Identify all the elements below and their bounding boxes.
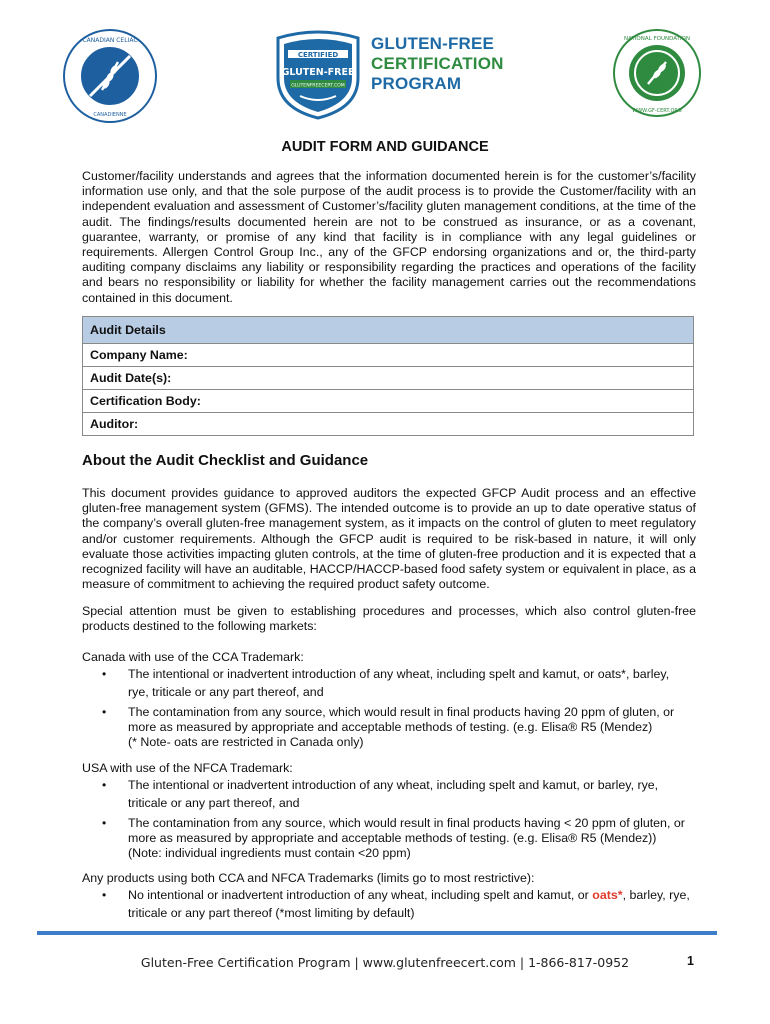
combined-item1-post: , barley, rye,: [622, 888, 690, 903]
list-item: [82, 778, 702, 811]
usa-item1-line1: The intentional or inadvertent introduction of any wheat, including spelt and kamut, or barley, rye,: [128, 778, 659, 793]
combined-lead: Any products using both CCA and NFCA Trademarks (limits go to most restrictive):: [82, 871, 535, 885]
combined-trademarks-section: [82, 871, 702, 922]
disclaimer-paragraph: Customer/facility understands and agrees that the information documented herein is for the customer’s/facility information use only, and that the sole purpose of the audit process is to provide the Customer/facility with an independent evaluation and assessment of Customer’s/facility gluten management conditions, at the time of the audit. The findings/results documented herein are not to be construed as insurance, or as a covenant, guarantee, warranty, or promise of any kind that facility is in compliance with any legal guidelines or requirements. Allergen Control Group Inc., any of the GFCP endorsing organizations and or, the third-party auditing company disclaims any liability or responsibility regarding the practices and operations of the facility and bears no responsibility or liability for whether the facility management carries out the recommendations contained in this document.: [82, 169, 696, 305]
section-heading: About the Audit Checklist and Guidance: [82, 452, 369, 469]
audit-dates-field[interactable]: Audit Date(s):: [83, 367, 694, 390]
bullet-icon: •: [102, 704, 107, 719]
special-attention-paragraph: Special attention must be given to establishing procedures and processes, which also control gluten-free products destined to the following markets:: [82, 604, 696, 634]
about-paragraph: This document provides guidance to approved auditors the expected GFCP Audit process and an effective gluten-free management system (GFMS). The intended outcome is to provide an up to date operative status of the company’s overall gluten-free management system, as it impacts on the control of gluten to meet regulatory and/or customer requirements. Although the GFCP audit is required to be risk-based in nature, it will only evaluate those activities impacting gluten controls, at the time of gluten-free production and it is expected that a recognized facility will have an auditable, HACCP/HACCP-based food safety system or equivalent in place, as a measure of commitment to achieving the required product safety outcome.: [82, 486, 696, 592]
bullet-icon: •: [102, 815, 107, 830]
canada-list: [82, 667, 702, 750]
certification-body-field[interactable]: Certification Body:: [83, 390, 694, 413]
combined-item1-line2: triticale or any part thereof (*most limiting by default): [128, 906, 415, 921]
footer-divider: [37, 931, 717, 935]
nfca-seal-icon: [612, 28, 702, 118]
page-number: 1: [687, 954, 694, 968]
usa-item1-line2: triticale or any part thereof, and: [128, 796, 300, 811]
badge-certified-text: CERTIFIED: [297, 51, 339, 59]
gfcp-title-line1: GLUTEN-FREE: [371, 34, 495, 53]
canada-item2-line1: The contamination from any source, which would result in final products having 20 ppm of gluten, or: [128, 704, 675, 719]
combined-item1-pre: No intentional or inadvertent introduction of any wheat, including spelt and kamut, or: [128, 888, 593, 903]
auditor-field[interactable]: Auditor:: [83, 413, 694, 436]
canada-section: [82, 650, 702, 750]
nfca-logo: [612, 28, 702, 118]
canada-lead: Canada with use of the CCA Trademark:: [82, 650, 304, 664]
svg-text:CANADIAN CELIAC: CANADIAN CELIAC: [82, 37, 138, 44]
usa-item2-line3: (Note: individual ingredients must contain <20 ppm): [128, 846, 411, 861]
audit-details-table: [82, 316, 694, 436]
canada-item2-line2: more as measured by appropriate and acceptable methods of testing. (e.g. Elisa® R5 (Mendez): [128, 719, 653, 734]
usa-item2-line2: more as measured by appropriate and acceptable methods of testing. (e.g. Elisa® R5 (Mendez)): [128, 830, 657, 845]
svg-text:NATIONAL FOUNDATION: NATIONAL FOUNDATION: [624, 36, 690, 42]
cca-seal-icon: [62, 28, 158, 124]
gfcp-title-line3: PROGRAM: [371, 74, 462, 93]
company-name-field[interactable]: Company Name:: [83, 344, 694, 367]
svg-text:WWW.GF-CERT.ORG: WWW.GF-CERT.ORG: [632, 108, 682, 114]
usa-list: [82, 778, 702, 861]
footer-contact: Gluten-Free Certification Program | www.glutenfreecert.com | 1-866-817-0952: [140, 955, 630, 970]
svg-text:CANADIENNE: CANADIENNE: [93, 112, 127, 118]
list-item: [82, 816, 702, 862]
list-item: [82, 888, 702, 921]
bullet-icon: •: [102, 778, 107, 793]
canadian-celiac-association-logo: [62, 28, 158, 124]
combined-item1-line1: [128, 888, 702, 903]
canada-item2-line3: (* Note- oats are restricted in Canada only): [128, 735, 364, 750]
badge-url-text: GLUTENFREECERT.COM: [291, 83, 345, 89]
list-item: [82, 667, 702, 700]
badge-glutenfree-text: GLUTEN-FREE: [281, 67, 355, 78]
usa-section: [82, 761, 702, 861]
combined-list: [82, 888, 702, 921]
gfcp-badge-icon: [270, 28, 366, 120]
page-title: AUDIT FORM AND GUIDANCE: [281, 139, 489, 155]
list-item: [82, 705, 702, 751]
canada-item1-line2: rye, triticale or any part thereof, and: [128, 685, 324, 700]
usa-item2-line1: The contamination from any source, which would result in final products having < 20 ppm of gluten, or: [128, 815, 685, 830]
gfcp-title-line2: CERTIFICATION: [371, 54, 504, 73]
canada-item1-line1: The intentional or inadvertent introduction of any wheat, including spelt and kamut, or oats*, barley,: [128, 667, 670, 682]
gfcp-logo: [270, 28, 510, 120]
bullet-icon: •: [102, 888, 107, 903]
oats-highlight: oats*: [592, 888, 623, 903]
audit-details-header: Audit Details: [83, 317, 694, 344]
bullet-icon: •: [102, 667, 107, 682]
usa-lead: USA with use of the NFCA Trademark:: [82, 761, 293, 775]
